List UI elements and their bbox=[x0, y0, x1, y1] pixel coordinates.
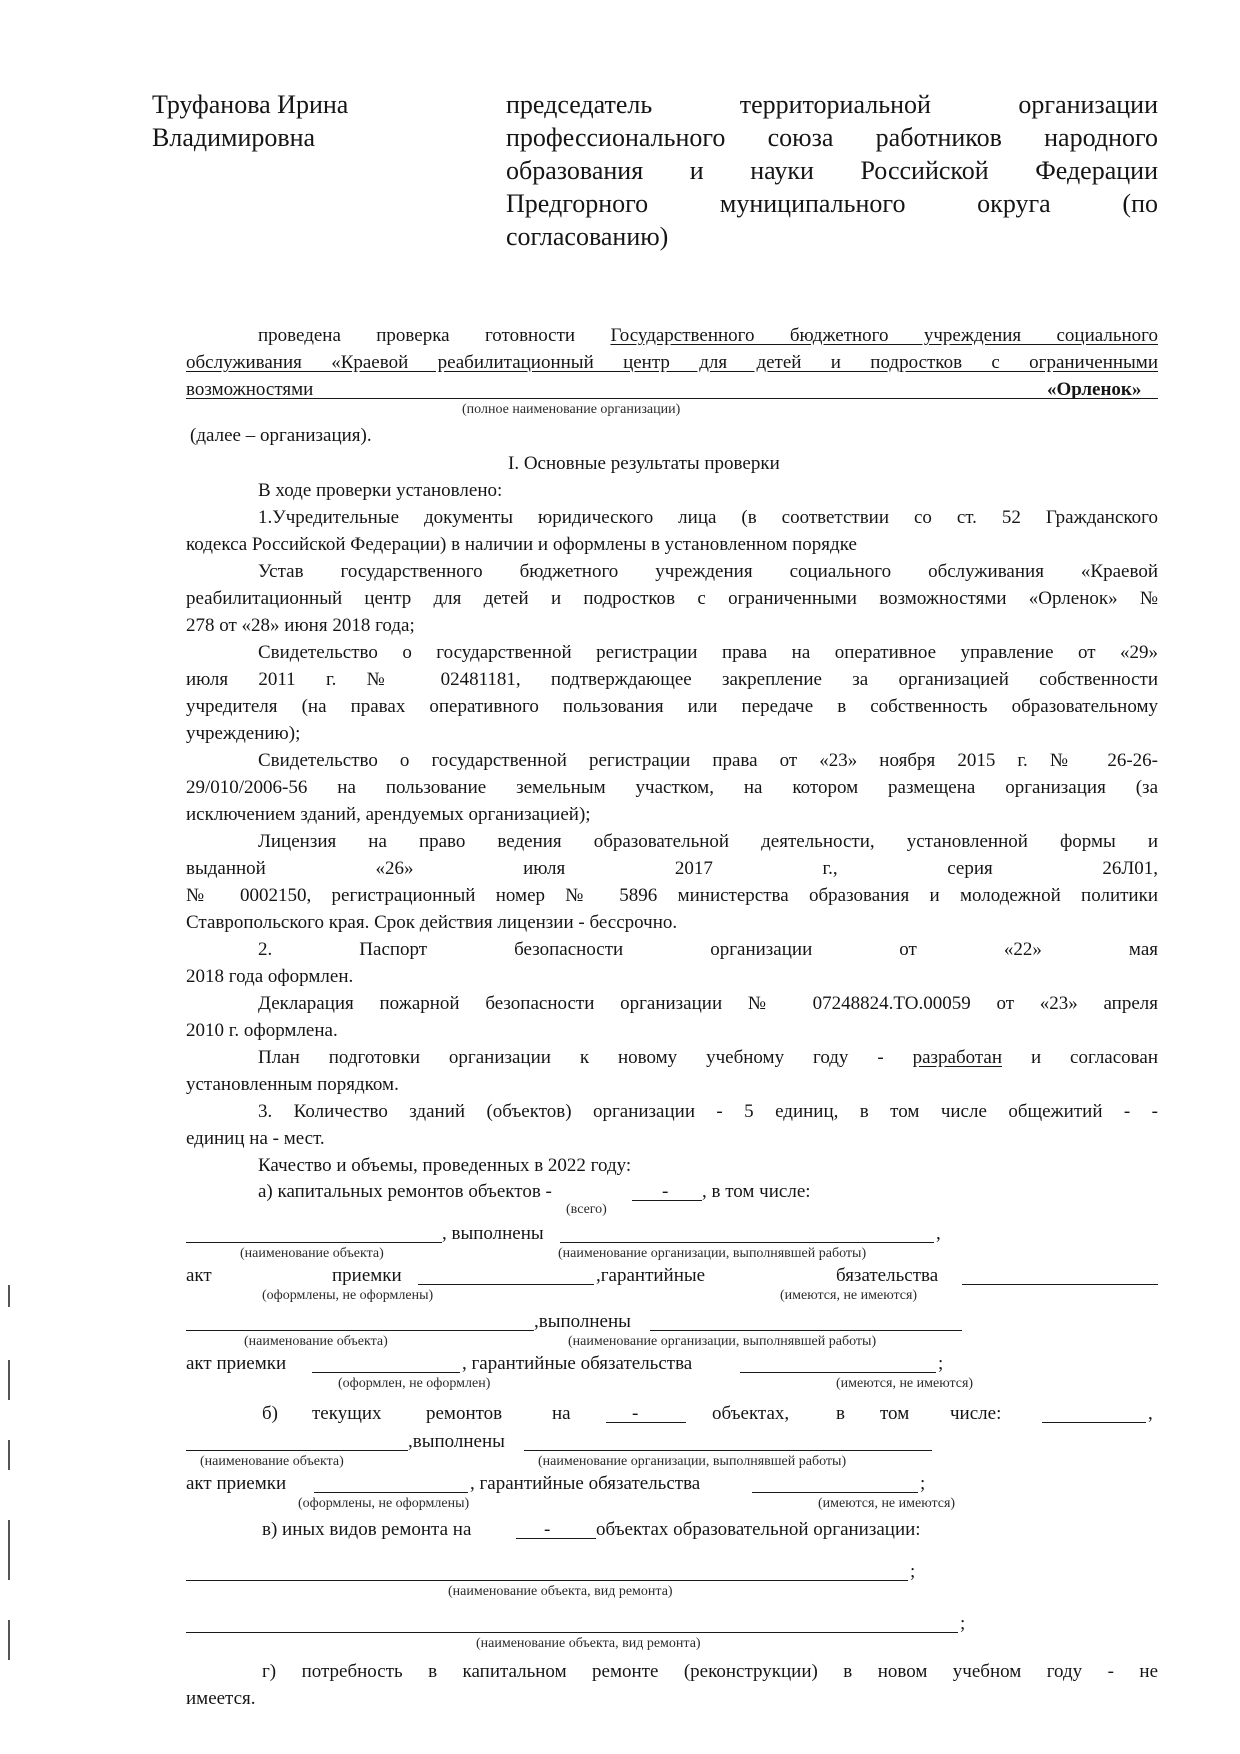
org-line-1 bbox=[258, 322, 1158, 349]
scan-mark bbox=[8, 1520, 10, 1580]
comma: , bbox=[936, 1223, 941, 1244]
repairs-g-line: имеется. bbox=[186, 1688, 256, 1709]
paragraph: 3. Количество зданий (объектов) организации - 5 единиц, в том числе общежитий - - bbox=[258, 1101, 1158, 1122]
fill-line bbox=[314, 1492, 468, 1493]
act-label: акт bbox=[186, 1265, 212, 1286]
org-name-bold: «Орленок» bbox=[1047, 379, 1142, 400]
fill-line bbox=[418, 1284, 594, 1285]
repairs-b-word: ремонтов bbox=[426, 1403, 503, 1424]
fill-line bbox=[752, 1492, 918, 1493]
paragraph: 2018 года оформлен. bbox=[186, 966, 354, 987]
repairs-b-value: - bbox=[632, 1403, 639, 1424]
performed-label: ,выполнены bbox=[534, 1311, 631, 1332]
repairs-b-label: б) bbox=[262, 1403, 278, 1424]
paragraph: июля 2011 г. № 02481181, подтверждающее закрепление за организацией собственности bbox=[186, 669, 1158, 690]
text-span-underlined: разработан bbox=[912, 1047, 1003, 1068]
repairs-b-word: том bbox=[880, 1403, 910, 1424]
acceptance-label: приемки bbox=[332, 1265, 402, 1286]
guarantee-label: , гарантийные обязательства bbox=[470, 1473, 701, 1494]
paragraph bbox=[258, 1044, 1158, 1071]
scan-mark bbox=[8, 1360, 10, 1400]
caption-available: (имеются, не имеются) bbox=[780, 1288, 918, 1303]
repairs-v-value: - bbox=[544, 1519, 551, 1540]
org-name: Государственного бюджетного учреждения социального bbox=[610, 325, 1158, 346]
paragraph: реабилитационный центр для детей и подростков с ограниченными возможностями «Орленок» № bbox=[186, 588, 1158, 609]
semicolon: ; bbox=[920, 1473, 926, 1494]
paragraph: Качество и объемы, проведенных в 2022 году: bbox=[258, 1155, 632, 1176]
position-line: согласованию) bbox=[506, 222, 669, 251]
caption-object-kind: (наименование объекта, вид ремонта) bbox=[448, 1584, 673, 1599]
paragraph: 29/010/2006-56 на пользование земельным участком, на котором размещена организация (за bbox=[186, 777, 1158, 798]
paragraph: Устав государственного бюджетного учреждения социального обслуживания «Краевой bbox=[258, 561, 1158, 582]
repairs-b-word: текущих bbox=[312, 1403, 382, 1424]
paragraph: Свидетельство о государственной регистрации права на оперативное управление от «29» bbox=[258, 642, 1158, 663]
caption-available: (имеются, не имеются) bbox=[836, 1376, 974, 1391]
caption-issued: (оформлены, не оформлены) bbox=[298, 1496, 470, 1511]
person-patronymic: Владимировна bbox=[152, 123, 316, 152]
comma: , bbox=[1148, 1403, 1153, 1424]
org-caption: (полное наименование организации) bbox=[462, 402, 681, 417]
paragraph: 1.Учредительные документы юридического лица (в соответствии со ст. 52 Гражданского bbox=[258, 507, 1158, 528]
paragraph: Свидетельство о государственной регистрации права от «23» ноября 2015 г. № 26-26- bbox=[258, 750, 1158, 771]
fill-line bbox=[650, 1330, 962, 1331]
text-span: и согласован bbox=[1002, 1047, 1158, 1068]
caption-org: (наименование организации, выполнявшей работы) bbox=[568, 1334, 877, 1349]
caption-object: (наименование объекта) bbox=[200, 1454, 344, 1469]
performed-label: ,выполнены bbox=[408, 1431, 505, 1452]
paragraph: единиц на - мест. bbox=[186, 1128, 325, 1149]
guarantee-label: , гарантийные обязательства bbox=[462, 1353, 693, 1374]
fill-line bbox=[740, 1372, 936, 1373]
org-name: обслуживания «Краевой реабилитационный центр для детей и подростков с ограниченными bbox=[186, 352, 1158, 373]
caption-object-kind: (наименование объекта, вид ремонта) bbox=[476, 1636, 701, 1651]
performed-label: , выполнены bbox=[442, 1223, 544, 1244]
paragraph: 2. Паспорт безопасности организации от «22» мая bbox=[258, 939, 1158, 960]
repairs-b-word: в bbox=[836, 1403, 845, 1424]
paragraph: № 0002150, регистрационный номер № 5896 министерства образования и молодежной политики bbox=[186, 885, 1158, 906]
paragraph: Декларация пожарной безопасности организации № 07248824.ТО.00059 от «23» апреля bbox=[258, 993, 1158, 1014]
paragraph: исключением зданий, арендуемых организацией); bbox=[186, 804, 591, 825]
repairs-b-word: объектах, bbox=[712, 1403, 790, 1424]
paragraph: учреждению); bbox=[186, 723, 301, 744]
scan-mark bbox=[8, 1620, 10, 1660]
act-acceptance-label: акт приемки bbox=[186, 1473, 287, 1494]
repairs-v-label: в) иных видов ремонта на bbox=[262, 1519, 472, 1540]
fill-line bbox=[962, 1284, 1158, 1285]
repairs-a-value: - bbox=[662, 1181, 669, 1202]
position-line: образования и науки Российской Федерации bbox=[506, 156, 1158, 185]
semicolon: ; bbox=[960, 1613, 966, 1634]
caption-object: (наименование объекта) bbox=[240, 1246, 384, 1261]
fill-line bbox=[312, 1372, 460, 1373]
caption-org: (наименование организации, выполнявшей работы) bbox=[538, 1454, 847, 1469]
caption-issued: (оформлен, не оформлен) bbox=[338, 1376, 491, 1391]
act-acceptance-label: акт приемки bbox=[186, 1353, 287, 1374]
paragraph: 2010 г. оформлена. bbox=[186, 1020, 338, 1041]
paragraph: Ставропольского края. Срок действия лицензии - бессрочно. bbox=[186, 912, 678, 933]
semicolon: ; bbox=[938, 1353, 944, 1374]
fill-line bbox=[186, 1450, 408, 1451]
guarantee-label: ,гарантийные bbox=[596, 1265, 706, 1286]
caption-available: (имеются, не имеются) bbox=[818, 1496, 956, 1511]
fill-line bbox=[560, 1242, 934, 1243]
org-name: возможностями bbox=[186, 379, 314, 400]
fill-line bbox=[606, 1422, 686, 1423]
caption-org: (наименование организации, выполнявшей работы) bbox=[558, 1246, 867, 1261]
caption-issued: (оформлены, не оформлены) bbox=[262, 1288, 434, 1303]
fill-line bbox=[524, 1450, 932, 1451]
scan-mark bbox=[8, 1440, 10, 1470]
position-line: председатель территориальной организации bbox=[506, 90, 1158, 119]
caption-total: (всего) bbox=[566, 1202, 607, 1217]
semicolon: ; bbox=[910, 1561, 916, 1582]
paragraph: выданной «26» июля 2017 г., серия 26Л01, bbox=[186, 858, 1158, 879]
obligations-label: бязательства bbox=[836, 1265, 939, 1286]
repairs-b-word: числе: bbox=[950, 1403, 1002, 1424]
scan-mark bbox=[8, 1285, 10, 1307]
paragraph: 278 от «28» июня 2018 года; bbox=[186, 615, 415, 636]
paragraph: Лицензия на право ведения образовательной деятельности, установленной формы и bbox=[258, 831, 1158, 852]
repairs-a-label: а) капитальных ремонтов объектов - bbox=[258, 1181, 552, 1202]
caption-object: (наименование объекта) bbox=[244, 1334, 388, 1349]
repairs-g-line: г) потребность в капитальном ремонте (реконструкции) в новом учебном году - не bbox=[262, 1661, 1158, 1682]
position-line: профессионального союза работников народного bbox=[506, 123, 1158, 152]
paragraph: учредителя (на правах оперативного пользования или передаче в собственность образовательному bbox=[186, 696, 1158, 717]
fill-line bbox=[186, 1330, 534, 1331]
paragraph: В ходе проверки установлено: bbox=[258, 480, 503, 501]
fill-line bbox=[186, 1632, 958, 1633]
position-line: Предгорного муниципального округа (по bbox=[506, 189, 1158, 218]
fill-line bbox=[516, 1538, 596, 1539]
org-after: (далее – организация). bbox=[190, 425, 372, 446]
fill-line bbox=[186, 1242, 442, 1243]
person-name: Труфанова Ирина bbox=[152, 90, 349, 119]
repairs-v-suffix: объектах образовательной организации: bbox=[596, 1519, 921, 1540]
repairs-a-suffix: , в том числе: bbox=[702, 1181, 811, 1202]
fill-line bbox=[1042, 1422, 1146, 1423]
underline bbox=[186, 398, 1158, 399]
text-span: План подготовки организации к новому учебному году - bbox=[258, 1047, 913, 1068]
repairs-b-word: на bbox=[552, 1403, 571, 1424]
paragraph: кодекса Российской Федерации) в наличии и оформлены в установленном порядке bbox=[186, 534, 857, 555]
fill-line bbox=[186, 1580, 908, 1581]
paragraph: установленным порядком. bbox=[186, 1074, 399, 1095]
org-intro: проведена проверка готовности bbox=[258, 325, 611, 346]
section-title: I. Основные результаты проверки bbox=[508, 453, 780, 474]
